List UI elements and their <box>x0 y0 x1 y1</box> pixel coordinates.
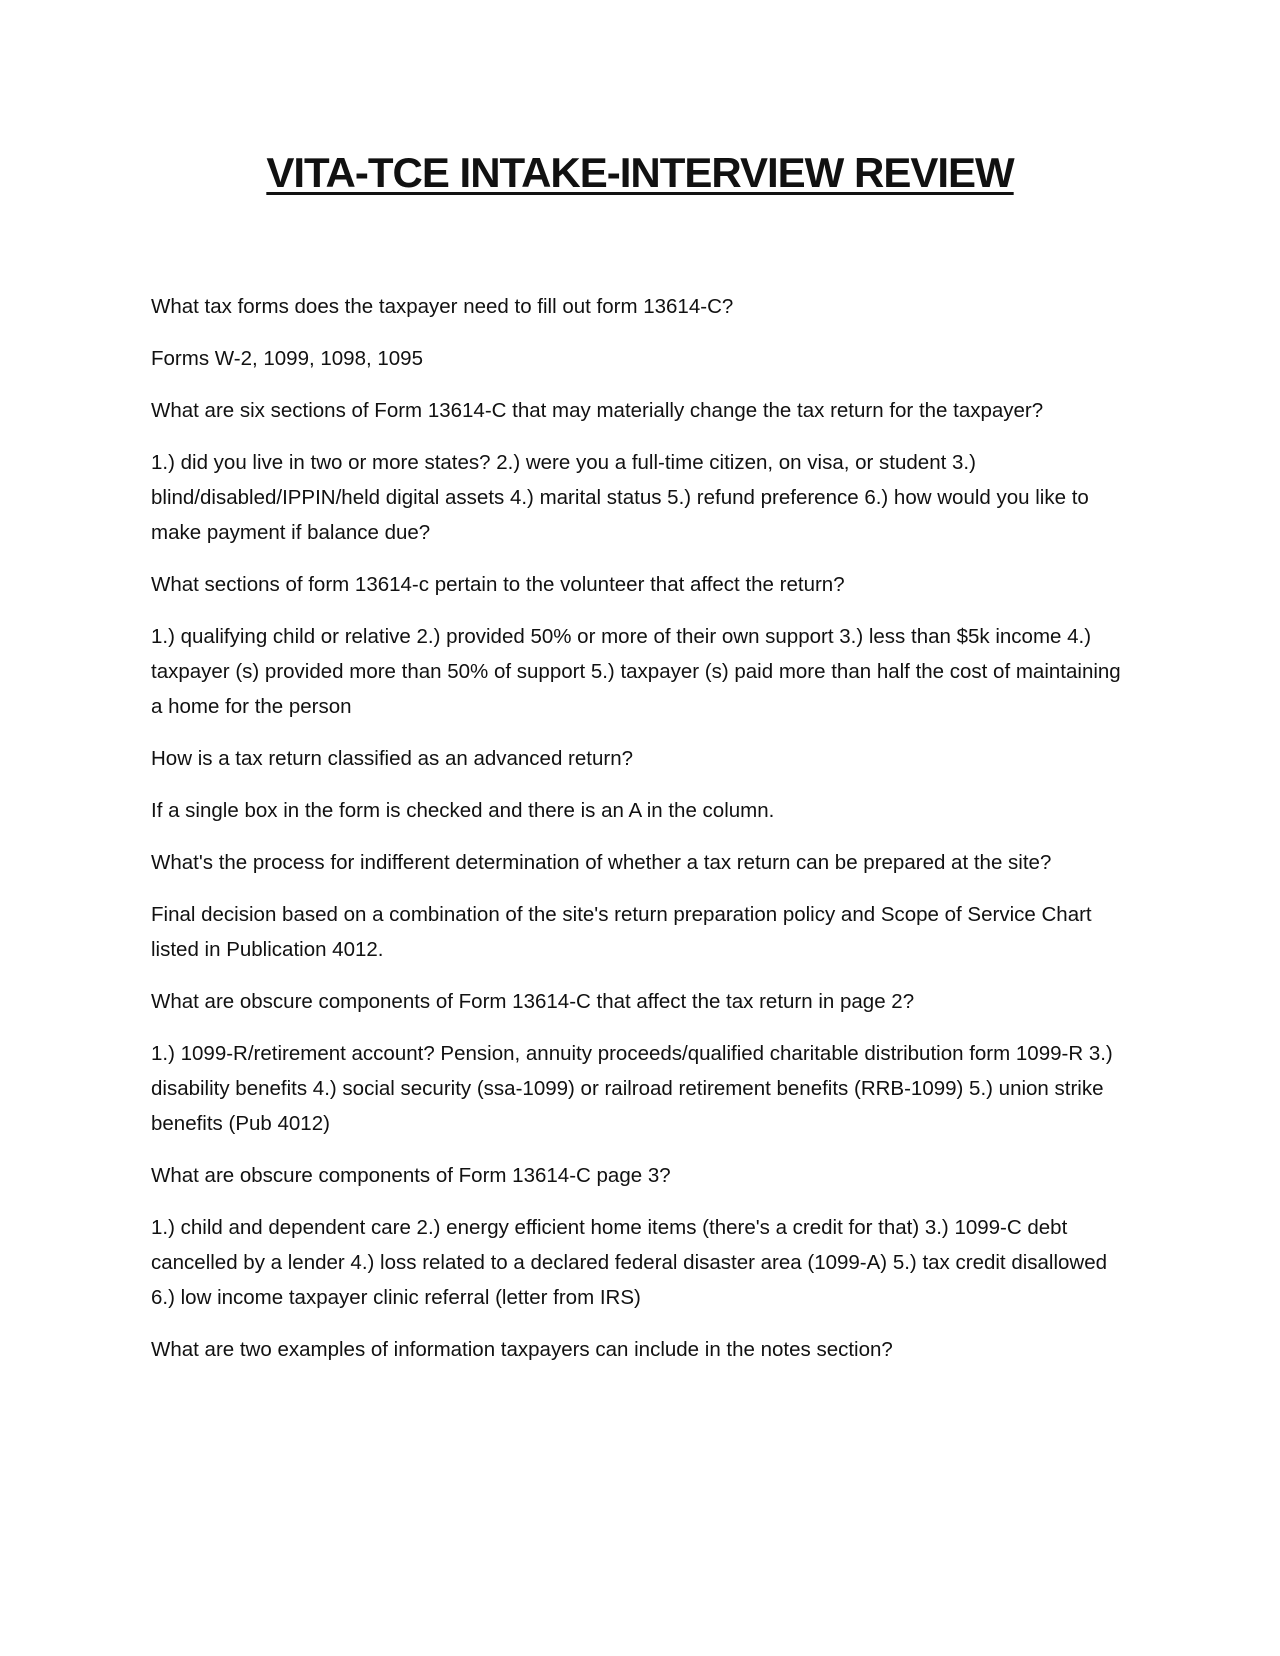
question-paragraph: What tax forms does the taxpayer need to fill out form 13614-C? <box>151 295 734 318</box>
question-paragraph: What's the process for indifferent determination of whether a tax return can be prepared at the site? <box>151 851 1052 874</box>
answer-paragraph: Final decision based on a combination of the site's return preparation policy and Scope of Service Chart listed in Publication 4012. <box>151 903 1092 961</box>
answer-paragraph: 1.) qualifying child or relative 2.) provided 50% or more of their own support 3.) less than $5k income 4.) taxpayer (s) provided more than 50% of support 5.) taxpayer (s) paid more than half the cost of maintaining a home for the person <box>151 625 1121 718</box>
answer-paragraph: 1.) did you live in two or more states? 2.) were you a full-time citizen, on visa, or student 3.) blind/disabled/IPPIN/held digital assets 4.) marital status 5.) refund preference 6.) how would you like to make payment if balance due? <box>151 451 1089 544</box>
answer-paragraph: Forms W-2, 1099, 1098, 1095 <box>151 347 423 370</box>
question-paragraph: What are six sections of Form 13614-C that may materially change the tax return for the taxpayer? <box>151 399 1044 422</box>
question-paragraph: What sections of form 13614-c pertain to the volunteer that affect the return? <box>151 573 845 596</box>
answer-paragraph: 1.) child and dependent care 2.) energy efficient home items (there's a credit for that) 3.) 1099-C debt cancelled by a lender 4.) loss related to a declared federal disaster area (1099-A) 5.) tax credit disallowed 6.) low income taxpayer clinic referral (letter from IRS) <box>151 1216 1108 1309</box>
answer-paragraph: 1.) 1099-R/retirement account? Pension, annuity proceeds/qualified charitable distribution form 1099-R 3.) disability benefits 4.) social security (ssa-1099) or railroad retirement benefits (RRB-1099) 5.) union strike benefits (Pub 4012) <box>151 1042 1113 1135</box>
question-paragraph: What are obscure components of Form 13614-C page 3? <box>151 1164 671 1187</box>
question-paragraph: How is a tax return classified as an advanced return? <box>151 747 634 770</box>
answer-paragraph: If a single box in the form is checked and there is an A in the column. <box>151 799 775 822</box>
document-title: VITA-TCE INTAKE-INTERVIEW REVIEW <box>266 149 1014 196</box>
question-paragraph: What are obscure components of Form 13614-C that affect the tax return in page 2? <box>151 990 915 1013</box>
question-paragraph: What are two examples of information taxpayers can include in the notes section? <box>151 1338 893 1361</box>
document-body <box>151 289 1131 1384</box>
